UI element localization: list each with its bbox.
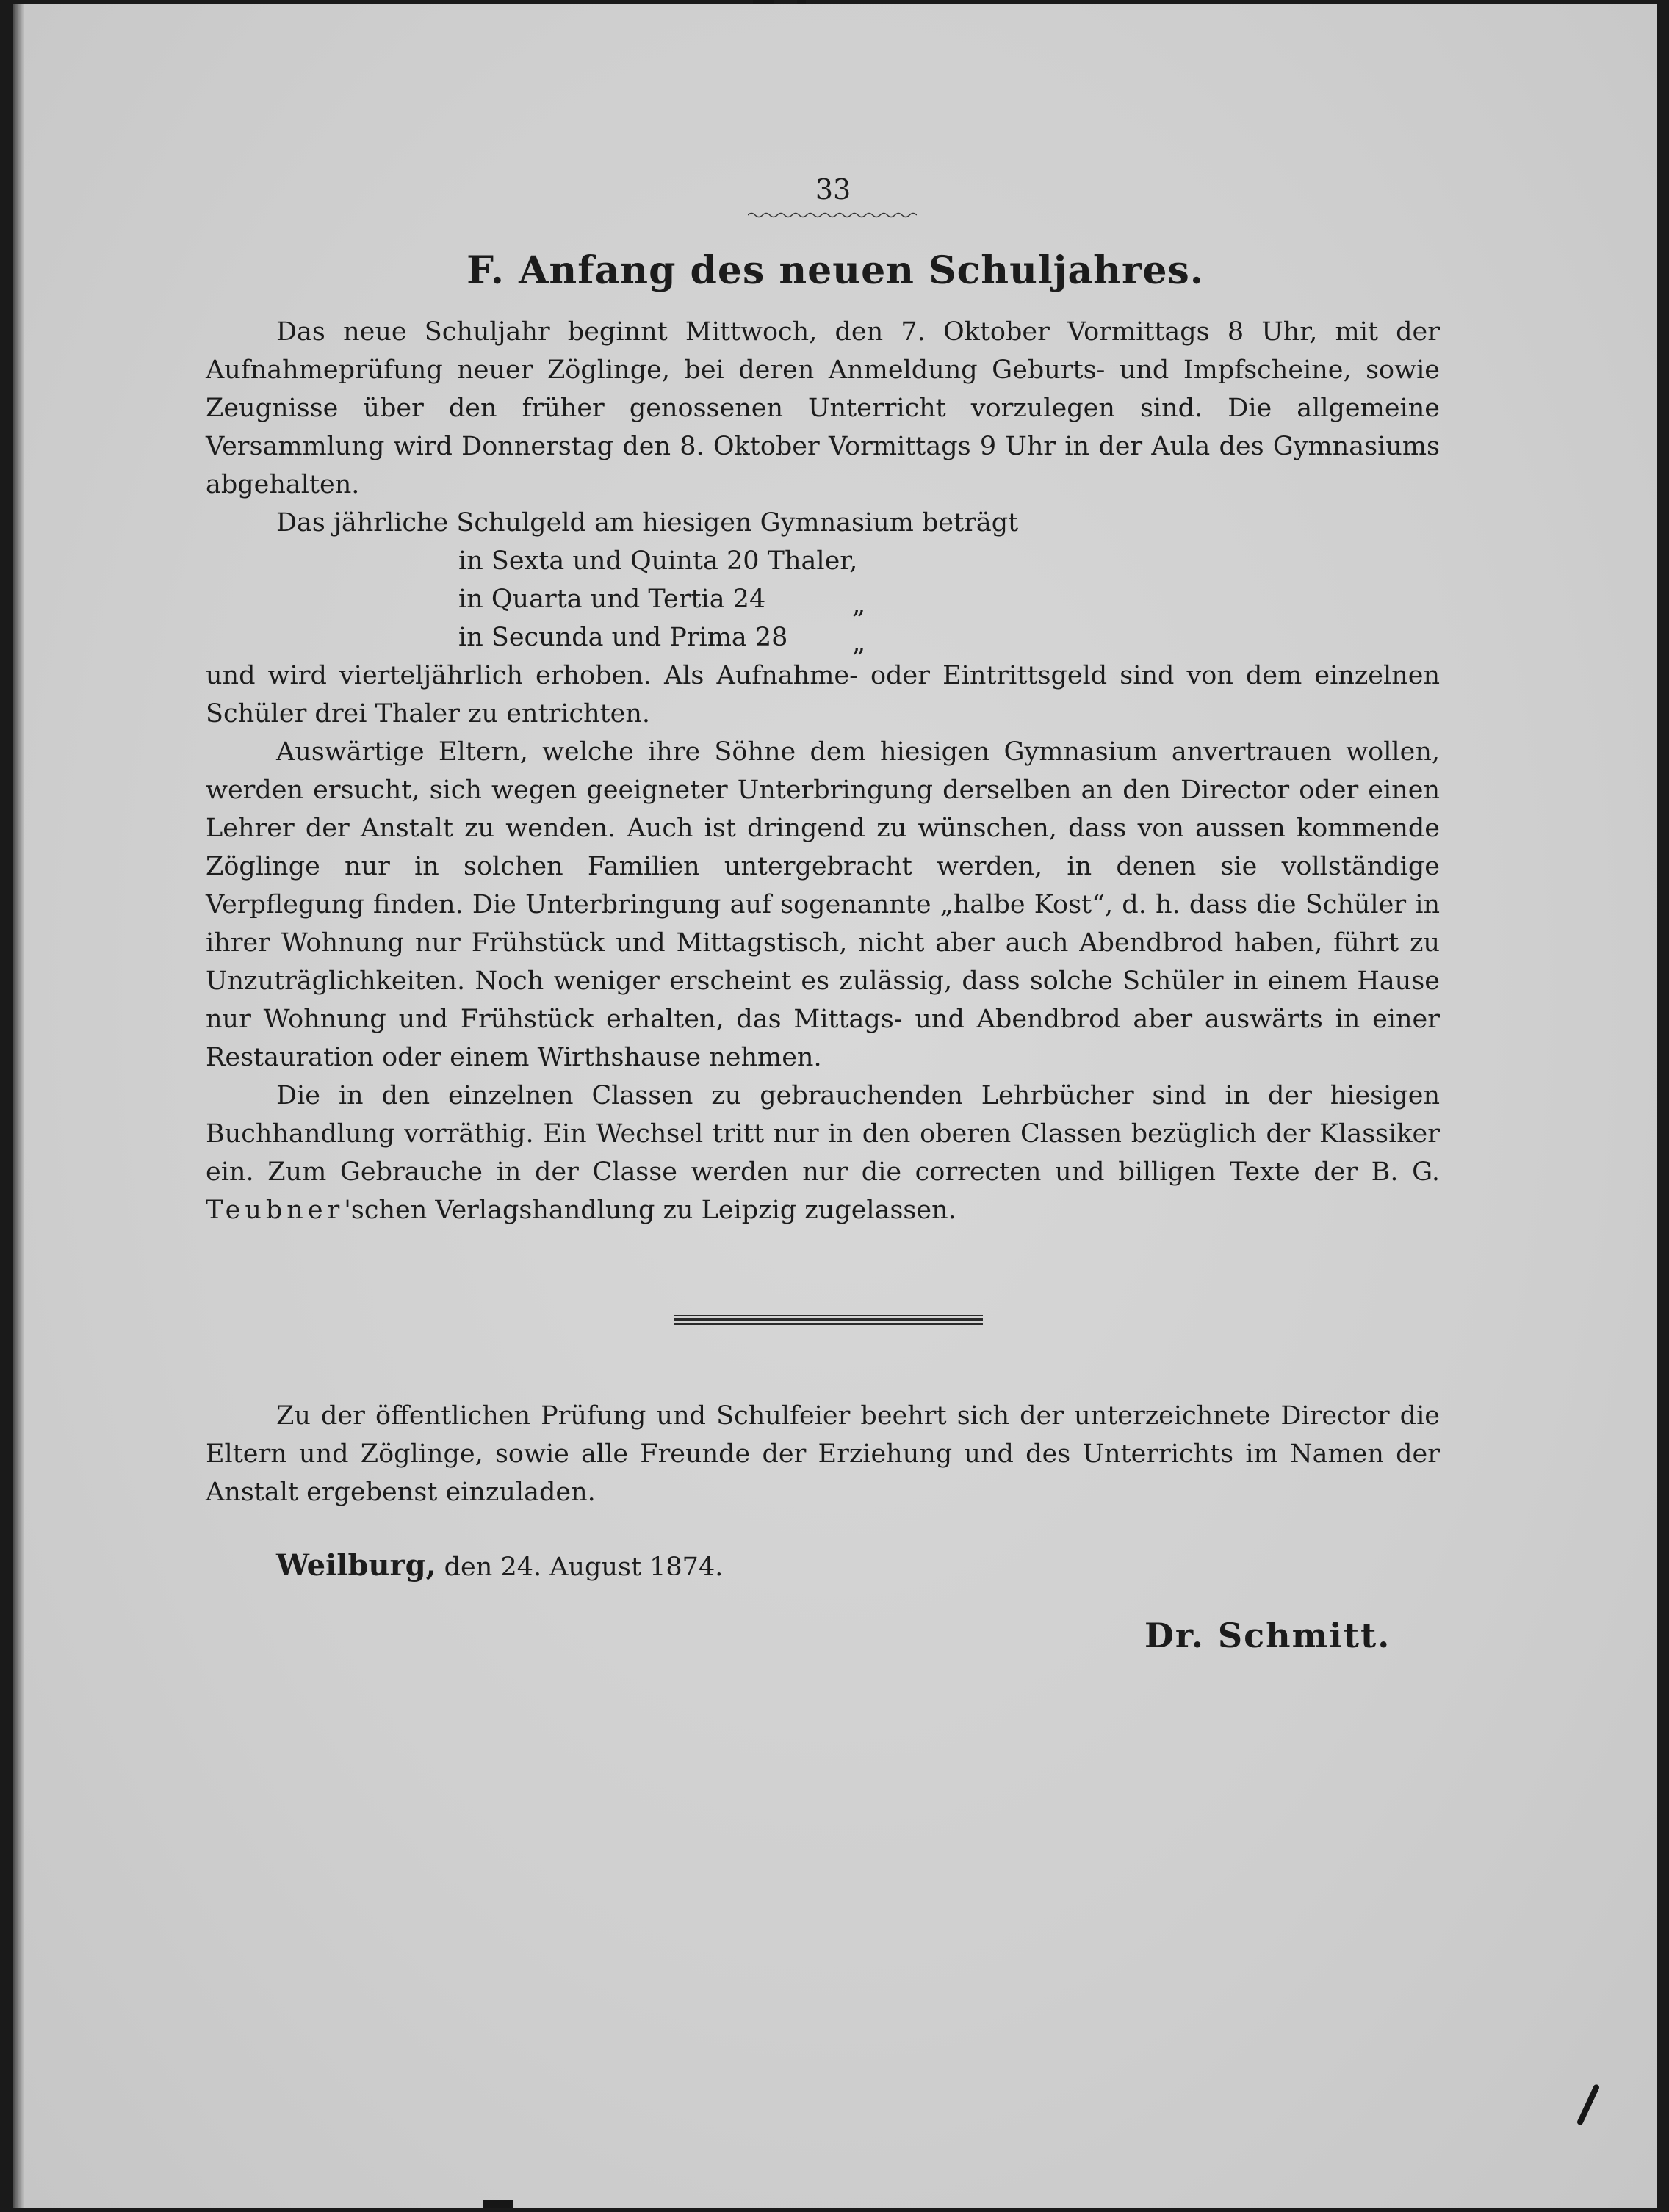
section-heading: F. Anfang des neuen Schuljahres. (466, 248, 1204, 293)
publisher-name: Teubner (206, 1196, 345, 1225)
document-page (13, 4, 1657, 2208)
section-divider (674, 1315, 983, 1325)
scan-artifact (483, 2200, 513, 2208)
date-text: den 24. August 1874. (436, 1553, 724, 1582)
page-number-ornament (748, 212, 917, 219)
scan-artifact (1576, 2083, 1601, 2126)
fee-line-sexta-quinta: in Sexta und Quinta 20 Thaler, (458, 546, 858, 576)
page-number: 33 (815, 173, 851, 206)
ditto-mark: „ (852, 629, 866, 658)
paragraph-boarding: Auswärtige Eltern, welche ihre Söhne dem hiesigen Gymnasium anvertrauen wollen, werden ersucht, sich wegen geeigneter Unterbringung derselben an den Director oder einen Lehrer der Anstalt zu wenden. Auch ist dringend zu wünschen, dass von aussen kommende Zöglinge nur in solchen Familien untergebracht werden, in denen sie vollständige Verpflegung finden. Die Unterbringung auf sogenannte „halbe Kost“, d. h. dass die Schüler in ihrer Wohnung nur Frühstück und Mittagstisch, nicht aber auch Abendbrod haben, führt zu Unzuträglichkeiten. Noch weniger erscheint es zulässig, dass solche Schüler in einem Hause nur Wohnung und Frühstück erhalten, das Mittags- und Abendbrod aber auswärts in einer Restauration oder einem Wirthshause nehmen. (206, 737, 1440, 1072)
place-name: Weilburg, (276, 1548, 436, 1583)
textbooks-text: Die in den einzelnen Classen zu gebrauchenden Lehrbücher sind in der hiesigen Buchhandlung vorräthig. Ein Wechsel tritt nur in den oberen Classen bezüglich der Klassiker ein. Zum Gebrauche in der Classe werden nur die correcten und billigen Texte der B. G. (206, 1081, 1440, 1187)
ditto-mark: „ (852, 590, 866, 620)
signature: Dr. Schmitt. (1144, 1616, 1391, 1655)
paragraph-textbooks (206, 1077, 1440, 1229)
textbooks-text-end: 'schen Verlagshandlung zu Leipzig zugelassen. (344, 1196, 956, 1225)
page-edge-shadow (13, 4, 24, 2208)
paragraph-tuition-end: und wird vierteljährlich erhoben. Als Aufnahme- oder Eintrittsgeld sind von dem einzelnen Schüler drei Thaler zu entrichten. (206, 661, 1440, 729)
fee-line-secunda-prima: in Secunda und Prima 28 (458, 623, 788, 652)
place-date-line (276, 1547, 723, 1586)
paragraph-school-year-start: Das neue Schuljahr beginnt Mittwoch, den 7. Oktober Vormittags 8 Uhr, mit der Aufnahmeprüfung neuer Zöglinge, bei deren Anmeldung Geburts- und Impfscheine, sowie Zeugnisse über den früher genossenen Unterricht vorzulegen sind. Die allgemeine Versammlung wird Donnerstag den 8. Oktober Vormittags 9 Uhr in der Aula des Gymnasiums abgehalten. (206, 317, 1440, 499)
paragraph-invitation: Zu der öffentlichen Prüfung und Schulfeier beehrt sich der unterzeichnete Director die Eltern und Zöglinge, sowie alle Freunde der Erziehung und des Unterrichts im Namen der Anstalt ergebenst einzuladen. (206, 1401, 1440, 1507)
fee-line-quarta-tertia: in Quarta und Tertia 24 (458, 585, 766, 614)
paragraph-tuition-intro: Das jährliche Schulgeld am hiesigen Gymnasium beträgt (276, 508, 1019, 538)
